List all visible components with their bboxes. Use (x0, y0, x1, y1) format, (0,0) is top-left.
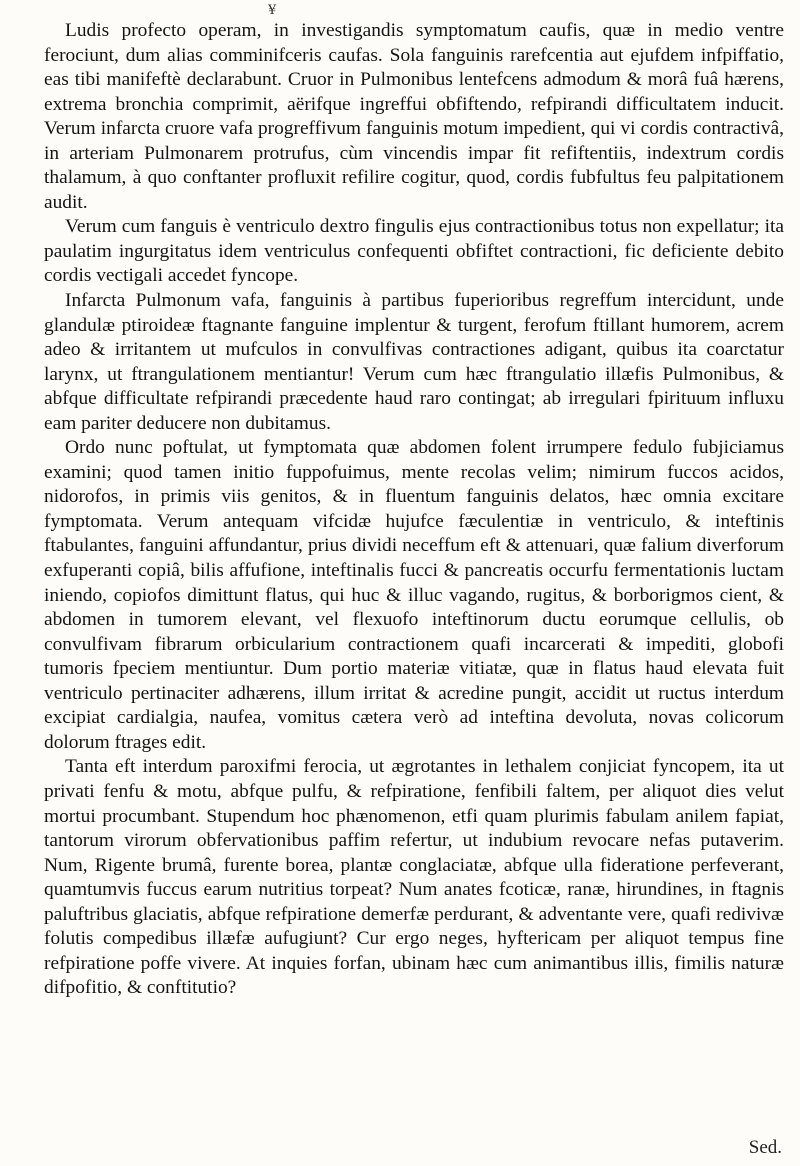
paragraph-2: Verum cum fanguis è ventriculo dextro fingulis ejus contractionibus totus non expellatur; ita paulatim ingurgitatus idem ventriculus confequenti obfiftet contractioni, fic deficiente debito cordis vectigali accedet fyncope. (44, 216, 784, 287)
page-top-mark: ¥ (268, 3, 277, 18)
catchword: Sed. (748, 1137, 782, 1158)
page-body (44, 19, 784, 1001)
paragraph-4: Ordo nunc poftulat, ut fymptomata quæ abdomen folent irrumpere fedulo fubjiciamus examini; quod tamen initio fuppofuimus, mente recolas velim; nimirum fuccos acidos, nidorofos, in primis viis genitos, & in fluentum fanguinis delatos, hæc omnia excitare fymptomata. Verum antequam vifcidæ hujufce fæculentiæ in ventriculo, & inteftinis ftabulantes, fanguini affundantur, prius dividi neceffum eft & attenuari, quæ falium diverforum exfuperanti copiâ, bilis affufione, inteftinalis fucci & pancreatis occurfu fermentationis luctam iniendo, copiofos dimittunt flatus, qui huc & illuc vagando, rugitus, & borborigmos cient, & abdomen in tumorem elevant, vel flexuofo inteftinorum ductu eorumque cellulis, ob convulfivam fibrarum orbicularium contractionem quafi incarcerati & impediti, globofi tumoris fpeciem mentiuntur. Dum portio materiæ vitiatæ, quæ in flatus haud elevata fuit ventriculo pertinaciter adhærens, illum irritat & acredine pungit, accidit ut ructus interdum excipiat cardialgia, naufea, vomitus cætera verò ad inteftina devoluta, novas colicorum dolorum ftrages edit. (44, 437, 784, 753)
paragraph-3: Infarcta Pulmonum vafa, fanguinis à partibus fuperioribus regreffum intercidunt, unde glandulæ ptiroideæ ftagnante fanguine implentur & turgent, ferofum ftillant humorem, acrem adeo & irritantem ut mufculos in convulfivas contractiones adigant, quibus ita coarctatur larynx, ut ftrangulationem mentiantur! Verum cum hæc ftrangulatio illæfis Pulmonibus, & abfque difficultate refpirandi præcedente haud raro contingat; ab irregulari fpirituum influxu eam pariter deducere non dubitamus. (44, 290, 784, 434)
paragraph-1: Ludis profecto operam, in investigandis symptomatum caufis, quæ in medio ventre ferociunt, dum alias comminifceris caufas. Sola fanguinis rarefcentia aut ejufdem infpiffatio, eas tibi manifeftè declarabunt. Cruor in Pulmonibus lentefcens admodum & morâ fuâ hærens, extrema bronchia comprimit, aërifque ingreffui obfiftendo, refpirandi difficultatem inducit. Verum infarcta cruore vafa progreffivum fanguinis motum impedient, qui vi cordis contractivâ, in arteriam Pulmonarem protrufus, cùm vincendis impar fit refiftentiis, indextrum cordis thalamum, à quo conftanter profluxit refilire cogitur, quod, cordis fubfultus feu palpitationem audit. (44, 20, 784, 213)
paragraph-5: Tanta eft interdum paroxifmi ferocia, ut ægrotantes in lethalem conjiciat fyncopem, ita ut privati fenfu & motu, abfque pulfu, & refpiratione, fenfibili faltem, per aliquot dies velut mortui procumbant. Stupendum hoc phænomenon, etfi quam plurimis fabulam anilem fapiat, tantorum virorum obfervationibus paffim refertur, ut indubium revocare nefas putaverim. Num, Rigente brumâ, furente borea, plantæ conglaciatæ, abfque ulla fideratione perfeverant, quamtumvis fuccus earum nutritius torpeat? Num anates fcoticæ, ranæ, hirundines, in ftagnis paluftribus glaciatis, abfque refpiratione demerfæ perdurant, & adventante vere, quafi redivivæ folutis compedibus illæfæ aufugiunt? Cur ergo neges, hyftericam per aliquot tempus fine refpiratione poffe vivere. At inquies forfan, ubinam hæc cum animantibus illis, fimilis naturæ difpofitio, & conftitutio? (44, 756, 784, 999)
